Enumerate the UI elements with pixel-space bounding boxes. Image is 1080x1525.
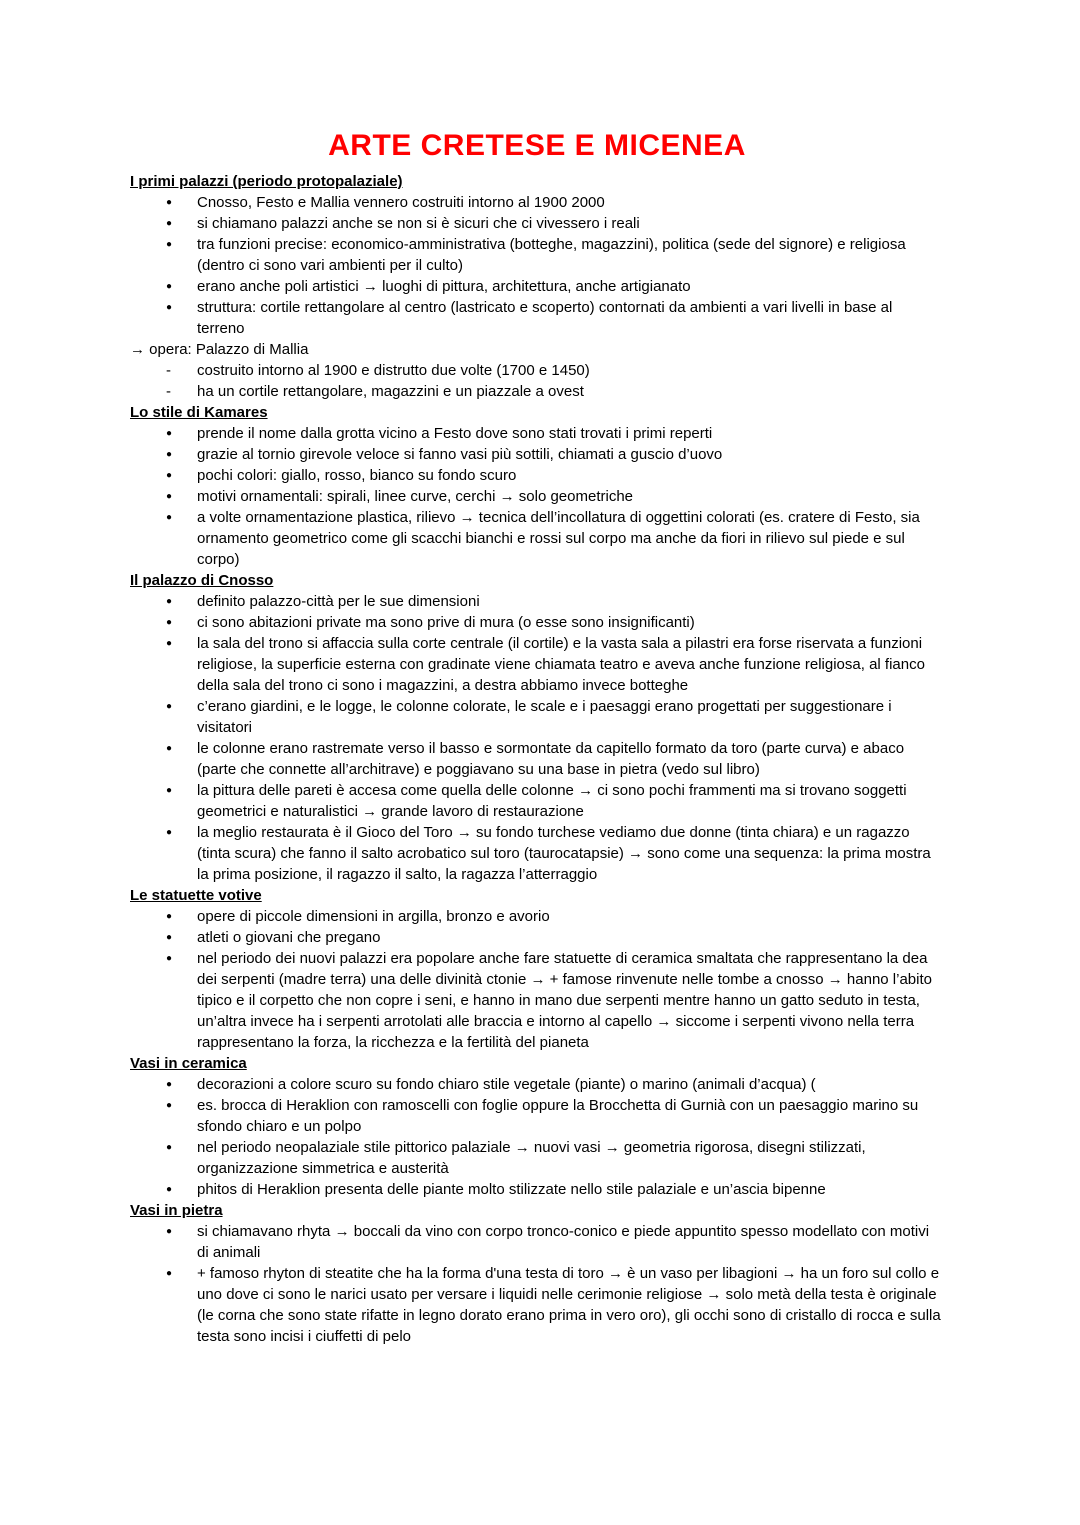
bullet-marker: ● (166, 281, 173, 292)
bullet-marker: ● (166, 743, 173, 754)
list-item-text: motivi ornamentali: spirali, linee curve, cerchi → solo geometriche (197, 488, 634, 505)
bullet-marker: ● (166, 932, 173, 943)
list-item-text: es. brocca di Heraklion con ramoscelli con foglie oppure la Brocchetta di Gurnià con un paesaggio marino su sfondo chiaro e un polpo (197, 1097, 919, 1135)
bullet-marker: ● (166, 1268, 173, 1279)
section-heading: Vasi in pietra (130, 1202, 223, 1219)
list-item-text: la meglio restaurata è il Gioco del Toro → su fondo turchese vediamo due donne (tinta chiara) e un ragazzo (tinta scura) che fanno il salto acrobatico sul toro (taurocatapsie) → sono come una sequenza: la prima mostra la prima posizione, il ragazzo il salto, la ragazza l’atterraggio (197, 824, 931, 883)
list-item (130, 738, 944, 780)
section-heading: I primi palazzi (periodo protopalaziale) (130, 173, 403, 190)
list-item (130, 234, 944, 276)
list-item (130, 360, 944, 381)
document-body (130, 171, 944, 1347)
list-item-text: la pittura delle pareti è accesa come quella delle colonne → ci sono pochi frammenti ma si trovano soggetti geometrici e naturalistici → grande lavoro di restaurazione (197, 782, 907, 820)
list-item (130, 1095, 944, 1137)
list-item-text: Cnosso, Festo e Mallia vennero costruiti intorno al 1900 2000 (197, 194, 605, 211)
bullet-marker: ● (166, 827, 173, 838)
list-item (130, 297, 944, 339)
bullet-marker: ● (166, 512, 173, 523)
bullet-marker: ● (166, 1184, 173, 1195)
bullet-marker: ● (166, 1226, 173, 1237)
list-item (130, 213, 944, 234)
bullet-marker: ● (166, 449, 173, 460)
bullet-marker: ● (166, 197, 173, 208)
list-item (130, 423, 944, 444)
list-item (130, 906, 944, 927)
list-item (130, 1263, 944, 1347)
bullet-marker: ● (166, 785, 173, 796)
list-item (130, 444, 944, 465)
list-item-text: nel periodo neopalaziale stile pittorico palaziale → nuovi vasi → geometria rigorosa, disegni stilizzati, organizzazione simmetrica e austerità (197, 1139, 866, 1177)
list-item (130, 1137, 944, 1179)
bullet-marker: ● (166, 1142, 173, 1153)
section-heading: Vasi in ceramica (130, 1055, 247, 1072)
list-item-text: ha un cortile rettangolare, magazzini e un piazzale a ovest (197, 383, 584, 400)
list-item (130, 276, 944, 297)
list-item-text: tra funzioni precise: economico-amministrativa (botteghe, magazzini), politica (sede del signore) e religiosa (dentro ci sono vari ambienti per il culto) (197, 236, 906, 274)
list-item-text: prende il nome dalla grotta vicino a Festo dove sono stati trovati i primi reperti (197, 425, 713, 442)
list-item-text: grazie al tornio girevole veloce si fanno vasi più sottili, chiamati a guscio d’uovo (197, 446, 723, 463)
list-item-text: pochi colori: giallo, rosso, bianco su fondo scuro (197, 467, 517, 484)
list-item-text: la sala del trono si affaccia sulla corte centrale (il cortile) e la vasta sala a pilastri era forse riservata a funzioni religiose, la superficie esterna con gradinate viene chiamata teatro e aveva anche funzione religiosa, al fianco della sala del trono ci sono i magazzini, a destra abbiamo invece botteghe (197, 635, 925, 694)
bullet-marker: ● (166, 218, 173, 229)
list-item-text: a volte ornamentazione plastica, rilievo → tecnica dell’incollatura di oggettini colorati (es. cratere di Festo, sia ornamento geometrico come gli scacchi bianchi e rossi sul corpo ma anche da fiori in rilievo sul piede e sul corpo) (197, 509, 920, 568)
list-item-text: erano anche poli artistici → luoghi di pittura, architettura, anche artigianato (197, 278, 691, 295)
list-item (130, 612, 944, 633)
list-item-text: si chiamano palazzi anche se non si è sicuri che ci vivessero i reali (197, 215, 640, 232)
section-heading: Lo stile di Kamares (130, 404, 268, 421)
list-item (130, 591, 944, 612)
list-item (130, 822, 944, 885)
list-item-text: ci sono abitazioni private ma sono prive di mura (o esse sono insignificanti) (197, 614, 695, 631)
list-item (130, 486, 944, 507)
page-title: ARTE CRETESE E MICENEA (328, 129, 746, 162)
list-item (130, 633, 944, 696)
list-item (130, 696, 944, 738)
list-item (130, 381, 944, 402)
section-heading: Il palazzo di Cnosso (130, 572, 274, 589)
bullet-marker: ● (166, 1079, 173, 1090)
list-item-text: opere di piccole dimensioni in argilla, bronzo e avorio (197, 908, 550, 925)
list-item (130, 1074, 944, 1095)
list-item-text: le colonne erano rastremate verso il basso e sormontate da capitello formato da toro (parte curva) e abaco (parte che connette all’architrave) e poggiavano su una base in pietra (vedo sul libro) (197, 740, 905, 778)
bullet-marker: ● (166, 596, 173, 607)
bullet-marker: ● (166, 953, 173, 964)
list-item-text: phitos di Heraklion presenta delle piante molto stilizzate nello stile palaziale e un’ascia bipenne (197, 1181, 826, 1198)
list-item (130, 192, 944, 213)
list-item-text: si chiamavano rhyta → boccali da vino con corpo tronco-conico e piede appuntito spesso modellato con motivi di animali (197, 1223, 930, 1261)
list-item-text: costruito intorno al 1900 e distrutto due volte (1700 e 1450) (197, 362, 590, 379)
text-line: → opera: Palazzo di Mallia (130, 341, 309, 358)
list-item (130, 948, 944, 1053)
list-item (130, 1179, 944, 1200)
list-item-text: c’erano giardini, e le logge, le colonne colorate, le scale e i paesaggi erano progettati per suggestionare i visitatori (197, 698, 892, 736)
list-item (130, 507, 944, 570)
bullet-marker: ● (166, 239, 173, 250)
list-item-text: atleti o giovani che pregano (197, 929, 381, 946)
list-item (130, 927, 944, 948)
dash-marker: - (166, 362, 171, 379)
bullet-marker: ● (166, 302, 173, 313)
bullet-marker: ● (166, 428, 173, 439)
bullet-marker: ● (166, 470, 173, 481)
bullet-marker: ● (166, 701, 173, 712)
bullet-marker: ● (166, 638, 173, 649)
list-item (130, 780, 944, 822)
list-item-text: + famoso rhyton di steatite che ha la forma d'una testa di toro → è un vaso per libagioni → ha un foro sul collo e uno dove ci sono le narici usato per versare i liquidi nelle cerimonie religiose → solo metà della testa è originale (le corna che sono state rifatte in legno dorato erano prima in vero oro), gli occhi sono di cristallo di rocca e sulla testa sono incisi i ciuffetti di pelo (197, 1265, 941, 1345)
list-item-text: nel periodo dei nuovi palazzi era popolare anche fare statuette di ceramica smaltata che rappresentano la dea dei serpenti (madre terra) una delle divinità ctonie → + famose rinvenute nelle tombe a cnosso → hanno l’abito tipico e il corpetto che non copre i seni, e hanno in mano due serpenti mentre hanno un gatto seduto in testa, un’altra invece ha i serpenti arrotolati alle braccia e intorno al capello → siccome i serpenti vivono nella terra rappresentano la forza, la ricchezza e la fertilità del pianeta (197, 950, 932, 1051)
list-item (130, 1221, 944, 1263)
list-item-text: decorazioni a colore scuro su fondo chiaro stile vegetale (piante) o marino (animali d’acqua) ( (197, 1076, 816, 1093)
list-item-text: struttura: cortile rettangolare al centro (lastricato e scoperto) contornati da ambienti a vari livelli in base al terreno (197, 299, 893, 337)
bullet-marker: ● (166, 617, 173, 628)
section-heading: Le statuette votive (130, 887, 262, 904)
list-item-text: definito palazzo-città per le sue dimensioni (197, 593, 480, 610)
dash-marker: - (166, 383, 171, 400)
bullet-marker: ● (166, 1100, 173, 1111)
bullet-marker: ● (166, 911, 173, 922)
bullet-marker: ● (166, 491, 173, 502)
list-item (130, 465, 944, 486)
